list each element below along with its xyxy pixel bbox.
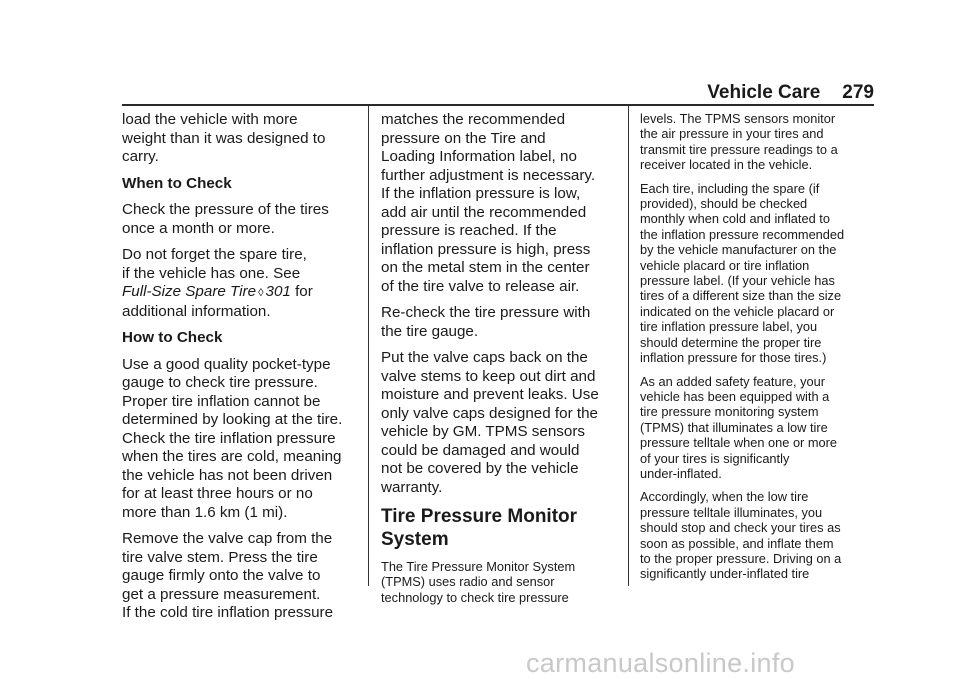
cross-reference-line bbox=[122, 283, 362, 303]
text-line: Re-check the tire pressure with bbox=[381, 304, 591, 321]
text-line: technology to check tire pressure bbox=[381, 589, 569, 605]
text-line: the inflation pressure recommended bbox=[640, 226, 845, 242]
text-line: the vehicle has not been driven bbox=[122, 466, 333, 484]
text-line: matches the recommended bbox=[381, 111, 566, 128]
text-line: Do not forget the spare tire, bbox=[122, 246, 307, 263]
paragraph bbox=[122, 201, 362, 238]
text-line: if the vehicle has one. See bbox=[122, 264, 301, 282]
paragraph bbox=[640, 374, 880, 482]
paragraph bbox=[381, 111, 621, 296]
text-line: carry. bbox=[122, 148, 159, 165]
text-line: load the vehicle with more bbox=[122, 111, 298, 128]
text-line: soon as possible, and inflate them bbox=[640, 535, 834, 551]
heading-line: Tire Pressure Monitor bbox=[381, 506, 578, 527]
paragraph bbox=[381, 559, 621, 605]
page-number: 279 bbox=[842, 82, 874, 103]
text-line: not be covered by the vehicle bbox=[381, 460, 579, 477]
text-line: Loading Information label, no bbox=[381, 148, 577, 165]
text-line: pressure telltale when one or more bbox=[640, 435, 838, 451]
text-line: add air until the recommended bbox=[381, 203, 587, 221]
text-line: more than 1.6 km (1 mi). bbox=[122, 503, 288, 521]
text-line: tires of a different size than the size bbox=[640, 288, 842, 304]
text-line: tire inflation pressure label, you bbox=[640, 319, 818, 335]
text-line: If the cold tire inflation pressure bbox=[122, 604, 334, 621]
text-line: pressure on the Tire and bbox=[381, 129, 546, 147]
text-line: tire pressure monitoring system bbox=[640, 404, 819, 420]
text-line: additional information. bbox=[122, 302, 271, 320]
text-line: by the vehicle manufacturer on the bbox=[640, 242, 837, 258]
heading-line: System bbox=[381, 529, 449, 550]
text-line: (TPMS) that illuminates a low tire bbox=[640, 419, 828, 435]
column-2 bbox=[381, 111, 621, 613]
page-header bbox=[707, 81, 874, 105]
text-line: Check the tire inflation pressure bbox=[122, 429, 336, 447]
text-line: of your tires is significantly bbox=[640, 450, 790, 466]
text-line: pressure is reached. If the bbox=[381, 222, 557, 239]
text-line: If the inflation pressure is low, bbox=[381, 185, 581, 202]
text-line: indicated on the vehicle placard or bbox=[640, 303, 835, 319]
paragraph bbox=[122, 246, 362, 321]
text-line: could be damaged and would bbox=[381, 441, 580, 459]
spare-tire-page-link[interactable]: 301 bbox=[265, 283, 291, 300]
text-line: further adjustment is necessary. bbox=[381, 166, 596, 184]
text-line: Accordingly, when the low tire bbox=[640, 489, 809, 505]
text-line: Remove the valve cap from the bbox=[122, 530, 333, 547]
text-line: warranty. bbox=[381, 478, 443, 496]
page-ref-arrow-icon: ◊ bbox=[258, 287, 264, 299]
text-line: As an added safety feature, your bbox=[640, 373, 825, 389]
text-line: The Tire Pressure Monitor System bbox=[381, 559, 576, 574]
text-line: under-inflated. bbox=[640, 465, 722, 481]
text-line: pressure label. (If your vehicle has bbox=[640, 273, 835, 289]
text-line: tire valve stem. Press the tire bbox=[122, 548, 318, 566]
spare-tire-link[interactable]: Full-Size Spare Tire bbox=[122, 283, 257, 300]
text-line: Check the pressure of the tires bbox=[122, 201, 329, 218]
header-rule bbox=[122, 104, 874, 106]
paragraph bbox=[381, 304, 621, 341]
text-line: levels. The TPMS sensors monitor bbox=[640, 111, 836, 126]
text-line: on the metal stem in the center bbox=[381, 259, 590, 276]
text-line: gauge to check tire pressure. bbox=[122, 374, 318, 391]
text-line: vehicle placard or tire inflation bbox=[640, 257, 810, 273]
text-line: should determine the proper tire bbox=[640, 334, 822, 350]
text-line: significantly under-inflated tire bbox=[640, 566, 810, 582]
text-line: to the proper pressure. Driving on a bbox=[640, 550, 842, 566]
subheading-how-to-check: How to Check bbox=[122, 329, 223, 346]
paragraph bbox=[122, 530, 362, 623]
text-line: Each tire, including the spare (if bbox=[640, 180, 820, 196]
text-line: once a month or more. bbox=[122, 219, 275, 237]
text-line: valve stems to keep out dirt and bbox=[381, 367, 596, 385]
column-divider-1 bbox=[368, 106, 369, 586]
text-line: vehicle has been equipped with a bbox=[640, 388, 830, 404]
text-line: (TPMS) uses radio and sensor bbox=[381, 574, 555, 590]
paragraph bbox=[381, 349, 621, 497]
text-line: Put the valve caps back on the bbox=[381, 349, 588, 366]
paragraph bbox=[640, 181, 880, 366]
text-line: for at least three hours or no bbox=[122, 485, 313, 502]
column-3 bbox=[640, 111, 880, 590]
text-line: the tire gauge. bbox=[381, 322, 479, 340]
paragraph bbox=[640, 489, 880, 581]
text-line: moisture and prevent leaks. Use bbox=[381, 386, 599, 403]
text-line: should stop and check your tires as bbox=[640, 520, 841, 536]
text-fragment: for bbox=[290, 283, 313, 300]
text-line: gauge firmly onto the valve to bbox=[122, 567, 321, 584]
text-line: the air pressure in your tires and bbox=[640, 126, 824, 142]
text-line: provided), should be checked bbox=[640, 196, 808, 212]
subheading-when-to-check: When to Check bbox=[122, 174, 232, 192]
paragraph bbox=[640, 111, 880, 173]
text-line: inflation pressure is high, press bbox=[381, 240, 591, 258]
text-line: transmit tire pressure readings to a bbox=[640, 141, 838, 157]
paragraph bbox=[122, 111, 362, 167]
watermark: carmanualsonline.info bbox=[526, 648, 795, 678]
section-heading-tpms bbox=[381, 505, 621, 551]
text-line: inflation pressure for those tires.) bbox=[640, 350, 827, 366]
section-title: Vehicle Care bbox=[707, 82, 821, 103]
text-line: receiver located in the vehicle. bbox=[640, 157, 813, 173]
text-line: determined by looking at the tire. bbox=[122, 411, 343, 428]
text-line: weight than it was designed to bbox=[122, 129, 326, 147]
text-line: Use a good quality pocket-type bbox=[122, 355, 331, 373]
text-line: only valve caps designed for the bbox=[381, 404, 598, 422]
text-line: of the tire valve to release air. bbox=[381, 277, 580, 295]
text-line: vehicle by GM. TPMS sensors bbox=[381, 423, 585, 440]
column-divider-2 bbox=[628, 106, 629, 586]
text-line: get a pressure measurement. bbox=[122, 585, 321, 603]
text-line: monthly when cold and inflated to bbox=[640, 211, 830, 227]
text-line: Proper tire inflation cannot be bbox=[122, 392, 321, 410]
paragraph bbox=[122, 356, 362, 523]
column-1 bbox=[122, 111, 362, 631]
text-line: when the tires are cold, meaning bbox=[122, 448, 342, 465]
text-line: pressure telltale illuminates, you bbox=[640, 504, 823, 520]
